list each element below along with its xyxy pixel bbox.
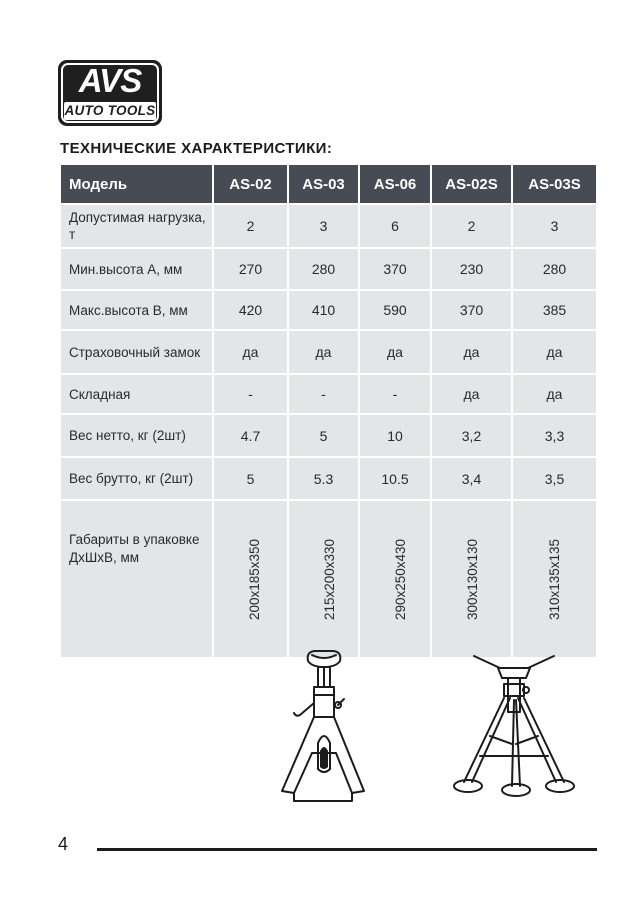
table-cell: 280	[513, 249, 596, 289]
table-cell: 3	[513, 205, 596, 247]
table-cell: 370	[432, 291, 511, 329]
avs-logo	[58, 60, 162, 126]
row-label: Складная	[61, 375, 212, 413]
row-label: Мин.высота А, мм	[61, 249, 212, 289]
section-title: ТЕХНИЧЕСКИЕ ХАРАКТЕРИСТИКИ:	[60, 140, 333, 157]
folding-jack-stand-illustration	[450, 650, 585, 802]
table-cell: 3,4	[432, 458, 511, 499]
logo-subtitle: AUTO TOOLS	[64, 103, 156, 118]
table-cell: да	[513, 331, 596, 373]
table-cell: 2	[214, 205, 287, 247]
dimension-value: 310x135x135	[546, 538, 562, 621]
table-cell	[432, 501, 511, 657]
table-cell: да	[360, 331, 430, 373]
table-cell: 270	[214, 249, 287, 289]
table-cell: 10	[360, 415, 430, 456]
dimension-value: 215x200x330	[322, 538, 338, 621]
table-cell: 590	[360, 291, 430, 329]
table-cell: -	[360, 375, 430, 413]
header-cell: AS-03S	[513, 165, 596, 203]
table-row	[61, 291, 596, 329]
table-row	[61, 501, 596, 657]
table-cell: да	[214, 331, 287, 373]
header-cell: AS-03	[289, 165, 358, 203]
table-row	[61, 415, 596, 456]
table-cell: да	[432, 375, 511, 413]
row-label: Вес брутто, кг (2шт)	[61, 458, 212, 499]
footer-divider	[97, 848, 597, 851]
table-row	[61, 205, 596, 247]
row-label: Вес нетто, кг (2шт)	[61, 415, 212, 456]
row-label: Макс.высота В, мм	[61, 291, 212, 329]
table-cell: 2	[432, 205, 511, 247]
table-cell: 370	[360, 249, 430, 289]
jack-stand-illustration	[272, 643, 372, 803]
table-cell: 5	[214, 458, 287, 499]
table-row	[61, 331, 596, 373]
table-cell: 5	[289, 415, 358, 456]
header-cell: AS-02	[214, 165, 287, 203]
table-cell: да	[289, 331, 358, 373]
table-header-row	[61, 165, 596, 203]
header-cell: AS-02S	[432, 165, 511, 203]
table-cell: -	[289, 375, 358, 413]
dimension-value: 300x130x130	[465, 538, 481, 621]
table-cell: 3,2	[432, 415, 511, 456]
table-row	[61, 458, 596, 499]
table-cell: 10.5	[360, 458, 430, 499]
page-number: 4	[58, 834, 69, 854]
table-cell: 230	[432, 249, 511, 289]
table-cell: да	[432, 331, 511, 373]
table-cell: -	[214, 375, 287, 413]
row-label: Допустимая нагрузка, т	[61, 205, 212, 247]
table-cell: 420	[214, 291, 287, 329]
table-cell: 3	[289, 205, 358, 247]
table-cell	[360, 501, 430, 657]
table-cell: 410	[289, 291, 358, 329]
header-cell: AS-06	[360, 165, 430, 203]
header-cell: Модель	[61, 165, 212, 203]
table-cell: да	[513, 375, 596, 413]
table-row	[61, 375, 596, 413]
table-cell: 280	[289, 249, 358, 289]
table-row	[61, 249, 596, 289]
dimension-value: 200x185x350	[247, 538, 263, 621]
table-cell: 385	[513, 291, 596, 329]
logo-brand: AVS	[78, 62, 142, 99]
table-cell: 4.7	[214, 415, 287, 456]
table-cell	[289, 501, 358, 657]
table-cell: 6	[360, 205, 430, 247]
table-cell	[214, 501, 287, 657]
row-label: Габариты в упаковке ДхШхВ, мм	[61, 501, 212, 657]
table-cell	[513, 501, 596, 657]
dimension-value: 290x250x430	[393, 538, 409, 621]
table-cell: 5.3	[289, 458, 358, 499]
specs-table	[59, 163, 598, 659]
table-cell: 3,3	[513, 415, 596, 456]
row-label: Страховочный замок	[61, 331, 212, 373]
table-cell: 3,5	[513, 458, 596, 499]
